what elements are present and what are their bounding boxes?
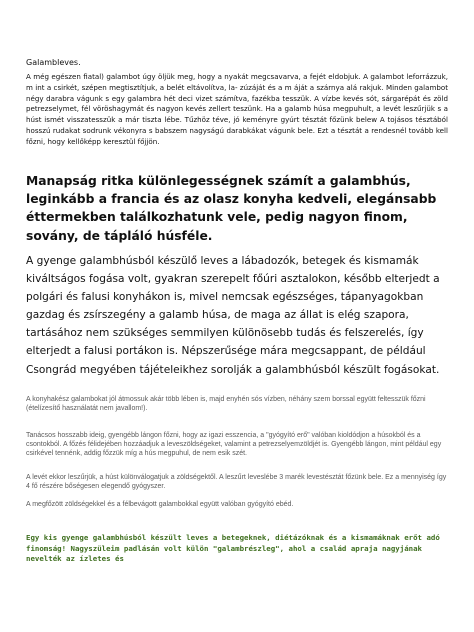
recipe-step-1: A konyhakész galambokat jól átmossuk akár több lében is, majd enyhén sós vízben, néhány szem borssal együtt feltesszük főzni (ételízesítő használatát nem javallom!). (26, 396, 426, 413)
recipe-step-2: Tanácsos hosszabb ideig, gyengébb lángon főzni, hogy az igazi esszencia, a "gyógyító erő" valóban kioldódjon a húsokból és a csontokból. A főzés félidejében hozzáadjuk a leveszöldségeket, valamint a petrezselyemzöldjét is. Gyengébb lángon, mint például egy csirkével tennénk, addig főzzük míg a hús megpuhul, de nem esik szét. (26, 432, 442, 458)
intro-paragraph: A még egészen fiatal) galambot úgy öljük meg, hogy a nyakát megcsavarva, a fejét eldobjuk. A galambot leforrázzuk, m int a csirkét, szépen megtisztítjuk, a belét eltávolítva, la- zúzáját és a m áját a szárnya alá rakjuk. Minden galambot négy darabra vágunk s egy galambra hét deci vizet számítva, fazékba tesszük. A vízbe kevés sót, sárgarépát és zöld petrezselymet, fél vöröshagymát és nagyon kevés zellert teszünk. Ha a galamb húsa megpuhult, a levét leszűrjük s a húst ismét visszatesszük a már tiszta lébe. Tűzhöz téve, jó keményre gyúrt tésztát főzünk belew A tojásos tésztából hosszú rudakat sodrunk vékonyra s babszem nagyságú darabkákat vágunk bele. Ezt a tésztát a rendesnél tovább kell főzni, hogy kellőképp keresztül főjjön. (26, 72, 448, 146)
recipe-step-4: A megfőzött zöldségekkel és a félbevágott galambokkal együtt valóban gyógyító ebéd. (26, 501, 294, 508)
green-monospace-note: Egy kis gyenge galambhúsból készült leves a betegeknek, diétázóknak és a kismamáknak erőt adó finomság! Nagyszüleim padlásán volt külön "galambrészleg", ahol a család apraja nagyjának nevelték az ízletes és (26, 533, 440, 563)
page-title: Galambleves. (26, 58, 81, 67)
section-heading: Manapság ritka különlegességnek számít a galambhús, leginkább a francia és az olasz konyha kedveli, elegánsabb éttermekben találkozhatunk vele, pedig nagyon finom, sovány, de tápláló húsféle. (26, 174, 437, 243)
lead-paragraph: A gyenge galambhúsból készülő leves a lábadozók, betegek és kismamák kiváltságos fogása volt, gyakran szerepelt főúri asztalokon, később elterjedt a polgári és falusi konyhákon is, mivel nemcsak egészséges, tápanyagokban gazdag és zsírszegény a galamb húsa, de maga az állat is elég szapora, tartásához nem szükséges semmilyen különösebb tudás és felszerelés, így elterjedt a falusi portákon is. Népszerűsége mára megcsappant, de például Csongrád megyében tájételeikhez sorolják a galambhúsból készült fogásokat. (26, 255, 440, 376)
recipe-step-3: A levét ekkor leszűrjük, a húst különválogatjuk a zöldségektől. A leszűrt leveslébe 3 marék levestésztát főzünk bele. Ez a mennyiség így 4 fő részére bőségesen elegendő gyógyszer. (26, 474, 447, 491)
